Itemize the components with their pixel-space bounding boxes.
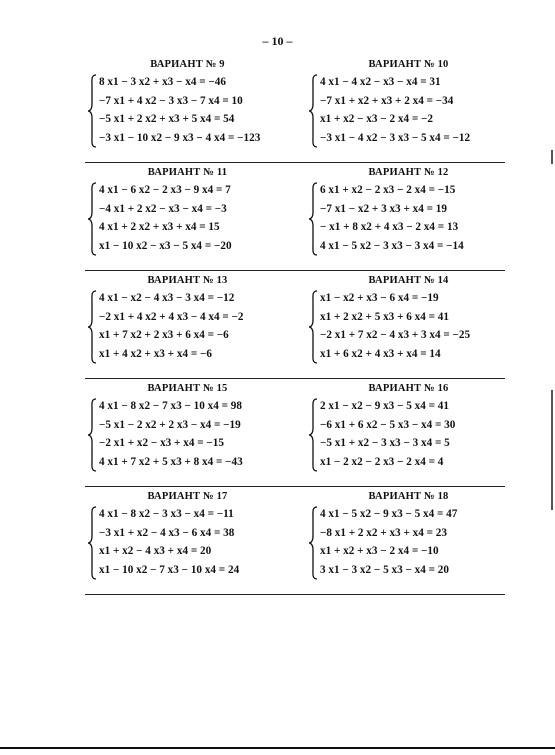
left-brace-icon bbox=[308, 182, 318, 256]
equation: −2 x1 + 4 x2 + 4 x3 − 4 x4 = −2 bbox=[99, 310, 244, 323]
page-number: – 10 – bbox=[262, 34, 293, 48]
scan-edge-line bbox=[0, 747, 555, 749]
equation: 4 x1 − 5 x2 − 9 x3 − 5 x4 = 47 bbox=[320, 508, 458, 520]
variant-16 bbox=[306, 382, 511, 471]
equation: −3 x1 − 10 x2 − 9 x3 − 4 x4 = −123 bbox=[99, 131, 261, 144]
equation-system bbox=[306, 289, 511, 363]
equation-system bbox=[306, 505, 511, 579]
variant-13 bbox=[85, 274, 290, 363]
equation: 3 x1 − 3 x2 − 5 x3 − x4 = 20 bbox=[320, 563, 449, 576]
equation: 8 x1 − 3 x2 + x3 − x4 = −46 bbox=[99, 76, 226, 88]
equation: x1 + x2 − x3 − 2 x4 = −2 bbox=[320, 113, 433, 126]
variant-12 bbox=[306, 166, 511, 255]
left-brace-icon bbox=[308, 506, 318, 580]
variant-15 bbox=[85, 382, 290, 471]
variant-title: ВАРИАНТ № 9 bbox=[150, 59, 225, 70]
equation: −7 x1 − x2 + 3 x3 + x4 = 19 bbox=[320, 202, 447, 215]
variant-title: ВАРИАНТ № 15 bbox=[147, 383, 228, 394]
equation-system bbox=[306, 397, 511, 471]
equation: x1 + 7 x2 + 2 x3 + 6 x4 = −6 bbox=[99, 329, 229, 342]
equation: −2 x1 + 7 x2 − 4 x3 + 3 x4 = −25 bbox=[320, 329, 471, 342]
equation: 6 x1 + x2 − 2 x3 − 2 x4 = −15 bbox=[320, 184, 456, 196]
variant-title: ВАРИАНТ № 10 bbox=[368, 59, 449, 70]
equation: −2 x1 + x2 − x3 + x4 = −15 bbox=[99, 437, 224, 450]
variant-14 bbox=[306, 274, 511, 363]
equation: x1 + 2 x2 + 5 x3 + 6 x4 = 41 bbox=[320, 310, 449, 323]
variant-title: ВАРИАНТ № 16 bbox=[368, 383, 449, 394]
equation: −4 x1 + 2 x2 − x3 − x4 = −3 bbox=[99, 202, 227, 215]
equation: 4 x1 + 7 x2 + 5 x3 + 8 x4 = −43 bbox=[99, 455, 243, 468]
variant-row bbox=[85, 58, 505, 163]
equation: x1 − x2 + x3 − 6 x4 = −19 bbox=[320, 292, 439, 304]
equation-system bbox=[85, 73, 290, 147]
equation: 4 x1 − x2 − 4 x3 − 3 x4 = −12 bbox=[99, 292, 235, 304]
equation: 4 x1 − 8 x2 − 7 x3 − 10 x4 = 98 bbox=[99, 400, 242, 412]
variant-10 bbox=[306, 58, 511, 147]
equation: 4 x1 − 4 x2 − x3 − x4 = 31 bbox=[320, 76, 441, 88]
equation-system bbox=[85, 289, 290, 363]
equation: 4 x1 + 2 x2 + x3 + x4 = 15 bbox=[99, 221, 220, 234]
left-brace-icon bbox=[87, 398, 97, 472]
variant-9 bbox=[85, 58, 290, 147]
equation: −3 x1 + x2 − 4 x3 − 6 x4 = 38 bbox=[99, 526, 235, 539]
scan-artifact bbox=[551, 390, 553, 510]
left-brace-icon bbox=[87, 74, 97, 148]
variant-title: ВАРИАНТ № 18 bbox=[368, 491, 449, 502]
equation: −3 x1 − 4 x2 − 3 x3 − 5 x4 = −12 bbox=[320, 131, 471, 144]
equation: x1 − 10 x2 − 7 x3 − 10 x4 = 24 bbox=[99, 563, 240, 576]
equation-system bbox=[306, 181, 511, 255]
equation: 2 x1 − x2 − 9 x3 − 5 x4 = 41 bbox=[320, 400, 449, 412]
equation: x1 + 6 x2 + 4 x3 + x4 = 14 bbox=[320, 347, 441, 360]
equation: x1 + x2 − 4 x3 + x4 = 20 bbox=[99, 545, 212, 558]
equation: −5 x1 − 2 x2 + 2 x3 − x4 = −19 bbox=[99, 418, 241, 431]
equation: 4 x1 − 8 x2 − 3 x3 − x4 = −11 bbox=[99, 508, 234, 520]
variant-title: ВАРИАНТ № 14 bbox=[368, 275, 449, 286]
variant-row bbox=[85, 166, 505, 271]
variant-row bbox=[85, 490, 505, 595]
variant-title: ВАРИАНТ № 11 bbox=[147, 167, 228, 178]
equation-system bbox=[85, 505, 290, 579]
equation: x1 + x2 + x3 − 2 x4 = −10 bbox=[320, 545, 439, 558]
left-brace-icon bbox=[87, 506, 97, 580]
equation: x1 + 4 x2 + x3 + x4 = −6 bbox=[99, 347, 212, 360]
left-brace-icon bbox=[87, 182, 97, 256]
variant-title: ВАРИАНТ № 12 bbox=[368, 167, 449, 178]
equation-system bbox=[85, 397, 290, 471]
equation: 4 x1 − 6 x2 − 2 x3 − 9 x4 = 7 bbox=[99, 184, 231, 196]
equation: −8 x1 + 2 x2 + x3 + x4 = 23 bbox=[320, 526, 447, 539]
equation: −6 x1 + 6 x2 − 5 x3 − x4 = 30 bbox=[320, 418, 456, 431]
left-brace-icon bbox=[308, 398, 318, 472]
equation-system bbox=[306, 73, 511, 147]
equation: 4 x1 − 5 x2 − 3 x3 − 3 x4 = −14 bbox=[320, 239, 464, 252]
variant-17 bbox=[85, 490, 290, 579]
equation: x1 − 2 x2 − 2 x3 − 2 x4 = 4 bbox=[320, 455, 444, 468]
variant-row bbox=[85, 382, 505, 487]
variant-11 bbox=[85, 166, 290, 255]
equation: x1 − 10 x2 − x3 − 5 x4 = −20 bbox=[99, 239, 232, 252]
left-brace-icon bbox=[308, 290, 318, 364]
equation: −7 x1 + 4 x2 − 3 x3 − 7 x4 = 10 bbox=[99, 94, 243, 107]
equation: − x1 + 8 x2 + 4 x3 − 2 x4 = 13 bbox=[320, 221, 459, 234]
variant-18 bbox=[306, 490, 511, 579]
equation-system bbox=[85, 181, 290, 255]
scan-artifact bbox=[551, 150, 553, 164]
equation: −5 x1 + 2 x2 + x3 + 5 x4 = 54 bbox=[99, 113, 235, 126]
variant-title: ВАРИАНТ № 13 bbox=[147, 275, 228, 286]
equation: −7 x1 + x2 + x3 + 2 x4 = −34 bbox=[320, 94, 454, 107]
equation: −5 x1 + x2 − 3 x3 − 3 x4 = 5 bbox=[320, 437, 450, 450]
variant-row bbox=[85, 274, 505, 379]
left-brace-icon bbox=[308, 74, 318, 148]
left-brace-icon bbox=[87, 290, 97, 364]
variant-title: ВАРИАНТ № 17 bbox=[147, 491, 228, 502]
